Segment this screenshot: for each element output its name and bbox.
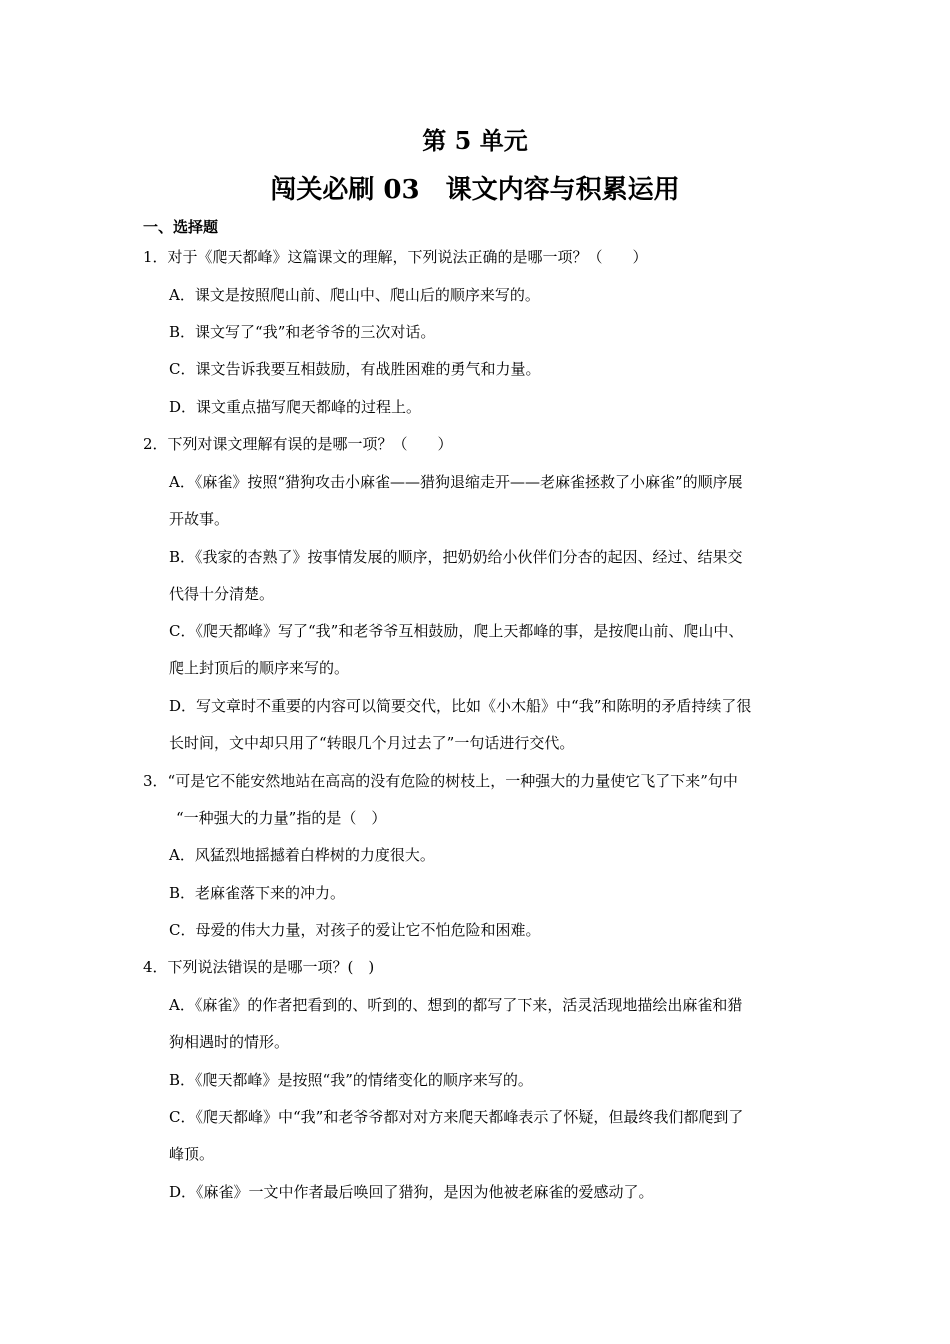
question-4-option-a-line1: A．《麻雀》的作者把看到的、听到的、想到的都写了下来，活灵活现地描绘出麻雀和猎: [169, 996, 743, 1014]
question-3-option-a: A．风猛烈地摇撼着白桦树的力度很大。: [169, 846, 435, 864]
question-2-option-d-line2: 长时间，文中却只用了“转眼几个月过去了”一句话进行交代。: [169, 734, 575, 752]
question-4-option-b: B．《爬天都峰》是按照“我”的情绪变化的顺序来写的。: [169, 1071, 533, 1089]
question-4-option-a-line2: 狗相遇时的情形。: [169, 1033, 290, 1051]
question-3-stem: 3．“可是它不能安然地站在高高的没有危险的树枝上，一种强大的力量使它飞了下来”句中: [143, 772, 738, 790]
question-2-stem: 2．下列对课文理解有误的是哪一项？（ ）: [143, 435, 453, 453]
question-1-stem: 1．对于《爬天都峰》这篇课文的理解，下列说法正确的是哪一项？（ ）: [143, 248, 648, 266]
question-2-option-c-line2: 爬上封顶后的顺序来写的。: [169, 659, 350, 677]
question-2-option-a-line1: A．《麻雀》按照“猎狗攻击小麻雀——猎狗退缩走开——老麻雀拯救了小麻雀”的顺序展: [169, 473, 743, 491]
question-2-option-a-line2: 开故事。: [169, 510, 230, 528]
question-4-option-c-line2: 峰顶。: [169, 1145, 215, 1163]
question-4-stem: 4．下列说法错误的是哪一项？( ): [143, 958, 375, 976]
main-title: 闯关必刷 03 课文内容与积累运用: [270, 175, 680, 205]
question-1-option-a: A．课文是按照爬山前、爬山中、爬山后的顺序来写的。: [169, 286, 540, 304]
question-3-stem-continued: “一种强大的力量”指的是（ ）: [176, 809, 387, 827]
question-3-option-b: B．老麻雀落下来的冲力。: [169, 884, 346, 902]
question-2-option-b-line1: B．《我家的杏熟了》按事情发展的顺序，把奶奶给小伙伴们分杏的起因、经过、结果交: [169, 548, 743, 566]
unit-title: 第 5 单元: [422, 126, 528, 155]
question-4-option-c-line1: C．《爬天都峰》中“我”和老爷爷都对对方来爬天都峰表示了怀疑，但最终我们都爬到了: [169, 1108, 744, 1126]
question-2-option-b-line2: 代得十分清楚。: [169, 585, 275, 603]
question-4-option-d: D．《麻雀》一文中作者最后唤回了猎狗，是因为他被老麻雀的爱感动了。: [169, 1183, 654, 1201]
question-1-option-b: B．课文写了“我”和老爷爷的三次对话。: [169, 323, 436, 341]
question-1-option-c: C．课文告诉我要互相鼓励，有战胜困难的勇气和力量。: [169, 360, 541, 378]
question-1-option-d: D．课文重点描写爬天都峰的过程上。: [169, 398, 422, 416]
question-2-option-c-line1: C．《爬天都峰》写了“我”和老爷爷互相鼓励，爬上天都峰的事，是按爬山前、爬山中、: [169, 622, 744, 640]
section-heading: 一、选择题: [143, 218, 219, 236]
question-3-option-c: C．母爱的伟大力量，对孩子的爱让它不怕危险和困难。: [169, 921, 541, 939]
question-2-option-d-line1: D．写文章时不重要的内容可以简要交代，比如《小木船》中“我”和陈明的矛盾持续了很: [169, 697, 752, 715]
